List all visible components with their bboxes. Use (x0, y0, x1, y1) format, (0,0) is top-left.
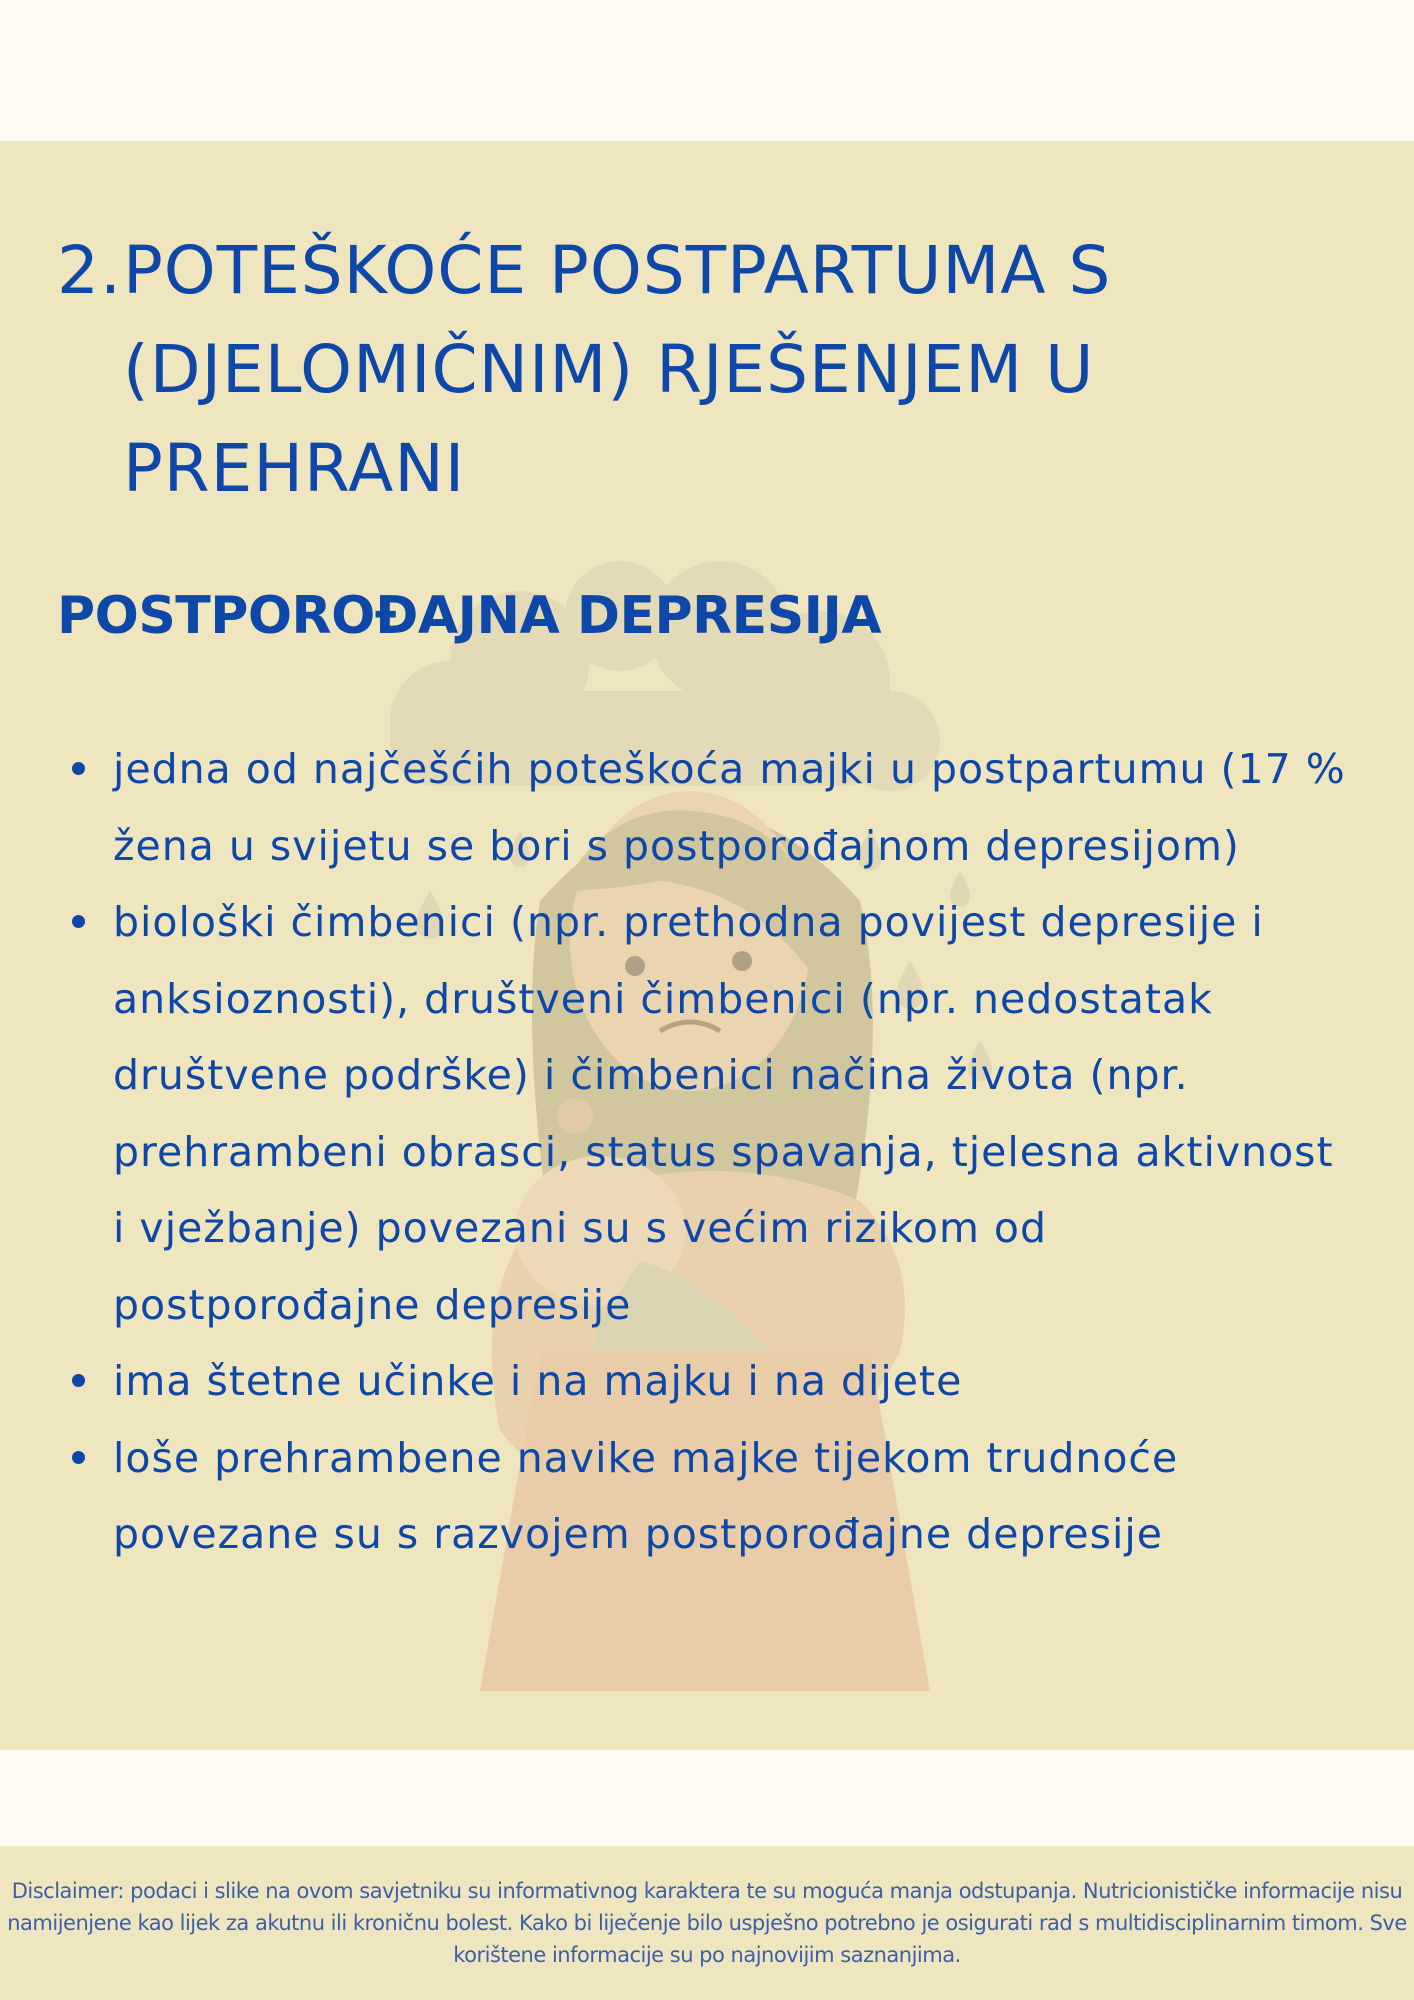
list-item-text: ima štetne učinke i na majku i na dijete (113, 1357, 963, 1405)
list-item-text: loše prehrambene navike majke tijekom trudnoće povezane su s razvojem postporođajne depresije (113, 1433, 1179, 1558)
section-title: POTEŠKOĆE POSTPARTUMA S (DJELOMIČNIM) RJEŠENJEM U PREHRANI (123, 232, 1112, 507)
list-item-text: jedna od najčešćih poteškoća majki u postpartumu (17 % žena u svijetu se bori s postporođajnom depresijom) (113, 745, 1346, 870)
disclaimer-text: Disclaimer: podaci i slike na ovom savjetniku su informativnog karaktera te su moguća manja odstupanja. Nutricionističke informacije nisu namijenjene kao lijek za akutnu ili kroničnu bolest. Kako bi liječenje bilo uspješno potrebno je osigurati rad s multidisciplinarnim timom. Sve korištene informacije su po najnovijim saznanjima. (7, 1879, 1407, 1967)
bullet-list (57, 731, 1357, 1573)
content-panel (0, 141, 1414, 1750)
bullet-icon (72, 762, 85, 775)
list-item (57, 1420, 1357, 1573)
section-number: 2. (57, 232, 122, 309)
list-item (57, 1343, 1357, 1420)
subheading: POSTPOROĐAJNA DEPRESIJA (57, 586, 882, 646)
section-heading (57, 221, 1357, 518)
list-item-text: biološki čimbenici (npr. prethodna povijest depresije i anksioznosti), društveni čimbenici (npr. nedostatak društvene podrške) i čimbenici načina života (npr. prehrambeni obrasci, status spavanja, tjelesna aktivnost i vježbanje) povezani su s većim rizikom od postporođajne depresije (113, 898, 1334, 1329)
list-item (57, 731, 1357, 884)
bullet-icon (72, 1374, 85, 1387)
list-item (57, 884, 1357, 1343)
bullet-icon (72, 1451, 85, 1464)
bullet-icon (72, 915, 85, 928)
